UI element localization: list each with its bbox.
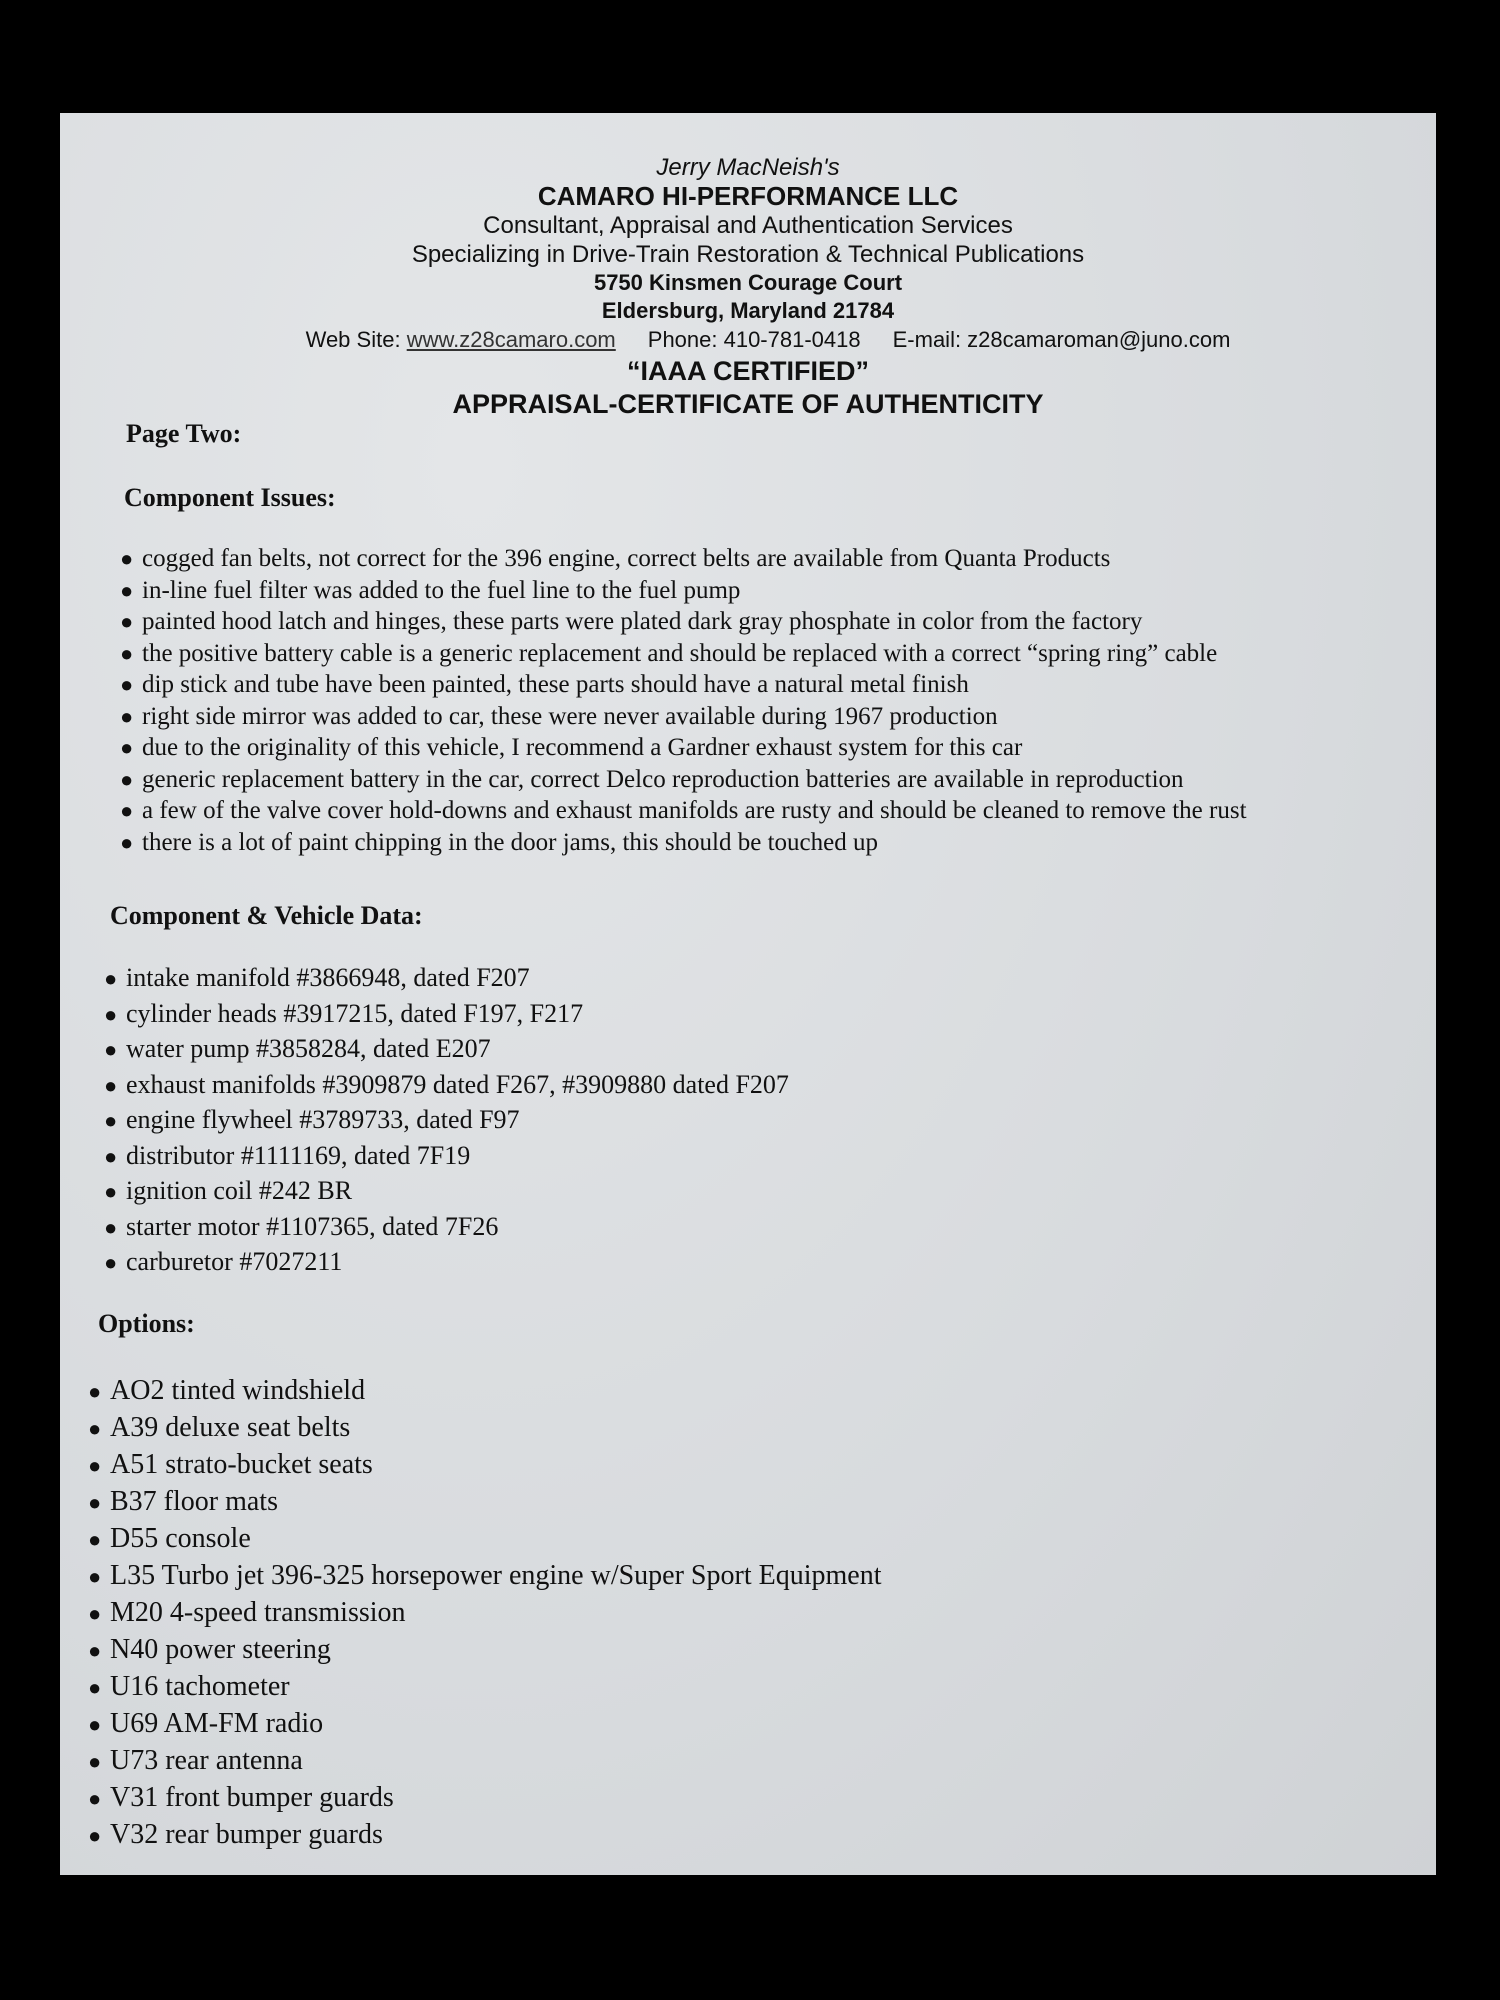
list-item-text: starter motor #1107365, dated 7F26 (126, 1211, 499, 1241)
bullet-icon: ● (104, 1072, 118, 1098)
list-item-text: M20 4-speed transmission (110, 1597, 406, 1628)
bullet-icon: ● (104, 966, 118, 991)
bullet-icon: ● (120, 640, 134, 666)
list-item (88, 1373, 881, 1410)
list-item-text: in-line fuel filter was added to the fuel line to the fuel pump (142, 576, 741, 604)
bullet-icon: ● (88, 1416, 102, 1441)
list-item-text: exhaust manifolds #3909879 dated F267, #3909880 dated F207 (126, 1069, 789, 1099)
bullet-icon: ● (88, 1453, 102, 1478)
component-data-heading: Component & Vehicle Data: (110, 901, 423, 930)
list-item-text: painted hood latch and hinges, these parts were plated dark gray phosphate in color from the factory (142, 608, 1143, 635)
list-item-text: cogged fan belts, not correct for the 396 engine, correct belts are available from Quanta Products (142, 545, 1111, 572)
bullet-icon: ● (120, 735, 134, 760)
certificate-title: APPRAISAL-CERTIFICATE OF AUTHENTICITY (452, 389, 1044, 419)
bullet-icon: ● (104, 1108, 118, 1133)
owner-name: Jerry MacNeish's (656, 154, 840, 181)
list-item (88, 1669, 881, 1706)
address-line-2: Eldersburg, Maryland 21784 (601, 298, 895, 323)
list-item-text: L35 Turbo jet 396-325 horsepower engine w/Super Sport Equipment (110, 1560, 882, 1591)
bullet-icon: ● (88, 1712, 102, 1737)
list-item (104, 1245, 789, 1281)
options-list (88, 1373, 881, 1854)
company-name: CAMARO HI-PERFORMANCE LLC (537, 181, 959, 211)
list-item-text: D55 console (110, 1523, 251, 1554)
list-item-text: water pump #3858284, dated E207 (126, 1034, 491, 1063)
list-item (88, 1817, 881, 1854)
list-item (120, 543, 1247, 575)
bullet-icon: ● (88, 1749, 102, 1774)
bullet-icon: ● (120, 672, 134, 697)
page-label: Page Two: (126, 419, 242, 448)
list-item (104, 961, 789, 997)
component-issues-list (120, 543, 1247, 858)
website-link[interactable]: www.z28camaro.com (406, 327, 616, 352)
list-item-text: N40 power steering (110, 1634, 331, 1665)
list-item (88, 1447, 881, 1484)
list-item (104, 1210, 789, 1246)
list-item (120, 764, 1247, 796)
bullet-icon: ● (120, 703, 134, 729)
certified-label: “IAAA CERTIFIED” (627, 356, 869, 386)
component-issues-heading: Component Issues: (124, 483, 336, 512)
address-line-1: 5750 Kinsmen Courage Court (593, 270, 903, 295)
bullet-icon: ● (88, 1379, 102, 1404)
list-item (88, 1595, 881, 1632)
list-item (120, 701, 1247, 733)
list-item-text: ignition coil #242 BR (126, 1176, 353, 1205)
list-item-text: dip stick and tube have been painted, these parts should have a natural metal finish (142, 671, 969, 698)
list-item (88, 1410, 881, 1447)
bullet-icon: ● (104, 1143, 118, 1169)
list-item-text: the positive battery cable is a generic replacement and should be replaced with a correct “spring ring” cable (142, 639, 1218, 667)
document-page (60, 113, 1436, 1875)
list-item-text: engine flywheel #3789733, dated F97 (126, 1105, 520, 1134)
bullet-icon: ● (88, 1601, 102, 1626)
list-item-text: carburetor #7027211 (126, 1247, 343, 1276)
list-item-text: U16 tachometer (110, 1671, 290, 1702)
list-item (88, 1521, 881, 1558)
specialty-line: Specializing in Drive-Train Restoration & Technical Publications (411, 241, 1085, 268)
bullet-icon: ● (104, 1214, 118, 1240)
bullet-icon: ● (88, 1564, 102, 1589)
list-item-text: A39 deluxe seat belts (110, 1412, 351, 1443)
bullet-icon: ● (120, 609, 134, 634)
website-group (306, 325, 616, 355)
list-item (88, 1743, 881, 1780)
list-item (88, 1558, 881, 1595)
list-item (104, 1032, 789, 1068)
list-item (104, 1174, 789, 1210)
list-item-text: B37 floor mats (110, 1486, 278, 1517)
list-item-text: generic replacement battery in the car, correct Delco reproduction batteries are available in reproduction (142, 765, 1184, 793)
bullet-icon: ● (120, 798, 134, 823)
list-item (88, 1780, 881, 1817)
bullet-icon: ● (104, 1001, 118, 1027)
bullet-icon: ● (88, 1527, 102, 1552)
list-item-text: AO2 tinted windshield (110, 1375, 366, 1406)
list-item-text: intake manifold #3866948, dated F207 (126, 963, 530, 992)
bullet-icon: ● (120, 546, 134, 571)
list-item-text: U73 rear antenna (110, 1745, 303, 1776)
list-item (88, 1632, 881, 1669)
list-item-text: there is a lot of paint chipping in the door jams, this should be touched up (142, 828, 878, 856)
services-line: Consultant, Appraisal and Authentication Services (483, 212, 1013, 239)
options-heading: Options: (98, 1309, 195, 1338)
list-item (120, 606, 1247, 638)
bullet-icon: ● (104, 1179, 118, 1204)
list-item (104, 1103, 789, 1139)
component-data-list (104, 961, 789, 1281)
list-item-text: distributor #1111169, dated 7F19 (126, 1140, 471, 1170)
list-item (120, 732, 1247, 764)
letterhead (60, 153, 1436, 421)
bullet-icon: ● (88, 1675, 102, 1700)
bullet-icon: ● (120, 577, 134, 603)
bullet-icon: ● (88, 1490, 102, 1515)
contact-row (100, 325, 1436, 355)
list-item (120, 669, 1247, 701)
list-item-text: V32 rear bumper guards (110, 1819, 383, 1850)
list-item (104, 1139, 789, 1175)
bullet-icon: ● (88, 1638, 102, 1663)
list-item (120, 575, 1247, 607)
list-item (120, 795, 1247, 827)
bullet-icon: ● (120, 829, 134, 855)
list-item-text: right side mirror was added to car, these were never available during 1967 production (142, 702, 998, 730)
list-item (104, 1068, 789, 1104)
list-item-text: V31 front bumper guards (110, 1782, 394, 1813)
list-item-text: a few of the valve cover hold-downs and exhaust manifolds are rusty and should be cleaned to remove the rust (142, 797, 1247, 824)
bullet-icon: ● (88, 1823, 102, 1848)
bullet-icon: ● (120, 766, 134, 792)
list-item (88, 1484, 881, 1521)
list-item-text: A51 strato-bucket seats (110, 1449, 373, 1480)
email-text: E-mail: z28camaroman@juno.com (892, 327, 1231, 352)
list-item (104, 997, 789, 1033)
list-item-text: cylinder heads #3917215, dated F197, F217 (126, 998, 584, 1028)
list-item (120, 638, 1247, 670)
website-label: Web Site: (305, 327, 401, 352)
bullet-icon: ● (104, 1250, 118, 1275)
bullet-icon: ● (104, 1037, 118, 1062)
bullet-icon: ● (88, 1786, 102, 1811)
phone-text: Phone: 410-781-0418 (647, 327, 861, 352)
list-item-text: U69 AM-FM radio (110, 1708, 324, 1739)
list-item (120, 827, 1247, 859)
list-item (88, 1706, 881, 1743)
list-item-text: due to the originality of this vehicle, I recommend a Gardner exhaust system for this car (142, 734, 1023, 761)
